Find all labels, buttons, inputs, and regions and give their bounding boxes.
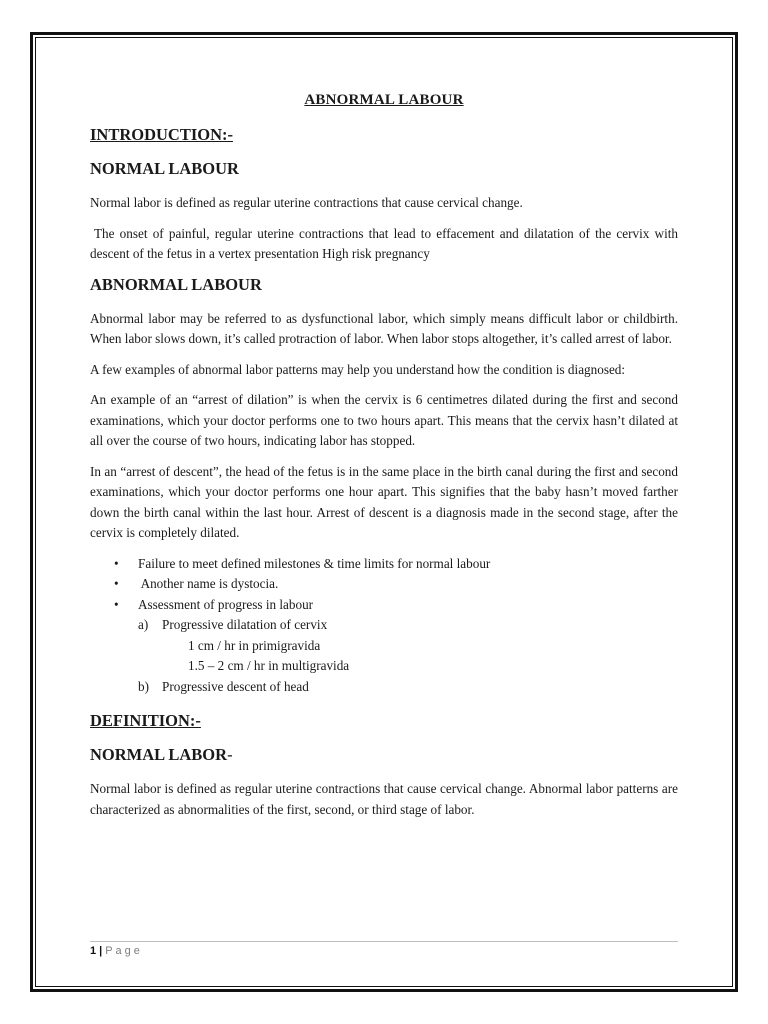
introduction-heading: INTRODUCTION:- [90,125,234,144]
sub-detail-primigravida: 1 cm / hr in primigravida [188,637,321,653]
normal-labour-paragraph-2: The onset of painful, regular uterine contractions that lead to effacement and dilatation of the cervix with descent of the fetus in a vertex presentation High risk pregnancy [90,225,678,261]
definition-paragraph: Normal labor is defined as regular uterine contractions that cause cervical change. Abnormal labor patterns are characterized as abnormalities of the first, second, or third stage of labor. [90,781,678,817]
footer-divider [90,941,678,942]
sub-item-b [138,677,678,698]
arrest-of-dilation-paragraph: An example of an “arrest of dilation” is when the cervix is 6 centimetres dilated during the first and second examinations, which your doctor performs one to two hours apart. This means that the cervix hasn’t dilated at all over the course of two hours, indicating labor has stopped. [90,392,678,448]
bullet-list [90,554,678,698]
abnormal-labour-paragraph-2: A few examples of abnormal labor patterns may help you understand how the condition is diagnosed: [90,361,626,377]
bullet-text: Another name is dystocia. [138,576,279,591]
abnormal-labour-heading: ABNORMAL LABOUR [90,274,262,294]
abnormal-labour-paragraph-1: Abnormal labor may be referred to as dysfunctional labor, which simply means difficult labor or childbirth. When labor slows down, it’s called protraction of labor. When labor stops altogether, it’s called arrest of labor. [90,310,678,346]
sub-detail-multigravida: 1.5 – 2 cm / hr in multigravida [188,658,350,673]
normal-labor-heading-suffix: - [227,745,233,764]
page-footer [90,945,143,957]
normal-labor-heading-text: NORMAL LABOR [90,745,228,764]
bullet-item-assessment [90,595,678,698]
sub-marker-b: b) [138,678,149,694]
footer-separator: | [99,945,103,957]
arrest-of-descent-paragraph: In an “arrest of descent”, the head of the fetus is in the same place in the birth canal during the first and second examinations, which your doctor performs one hour apart. This signifies that the baby hasn’t moved farther down the birth canal within the last hour. Arrest of descent is a diagnosis made in the second stage, after the cervix is completely dilated. [90,463,678,540]
bullet-text: Assessment of progress in labour [138,596,314,612]
bullet-item-failure [90,554,678,575]
page-label: Page [105,945,143,957]
page-number: 1 [90,945,97,957]
document-title: ABNORMAL LABOUR [304,92,464,108]
bullet-text: Failure to meet defined milestones & time limits for normal labour [138,555,491,571]
normal-labour-paragraph-1: Normal labor is defined as regular uterine contractions that cause cervical change. [90,195,523,210]
sub-marker-a: a) [138,617,149,632]
definition-heading: DEFINITION:- [90,711,201,730]
sub-item-a [138,615,678,677]
document-body [90,92,678,830]
normal-labor-heading [90,745,678,765]
sub-item-b-label: Progressive descent of head [162,678,309,694]
bullet-item-dystocia [90,574,678,595]
sub-item-a-label: Progressive dilatation of cervix [162,617,328,632]
sub-list [138,615,678,697]
normal-labour-heading: NORMAL LABOUR [90,159,239,178]
